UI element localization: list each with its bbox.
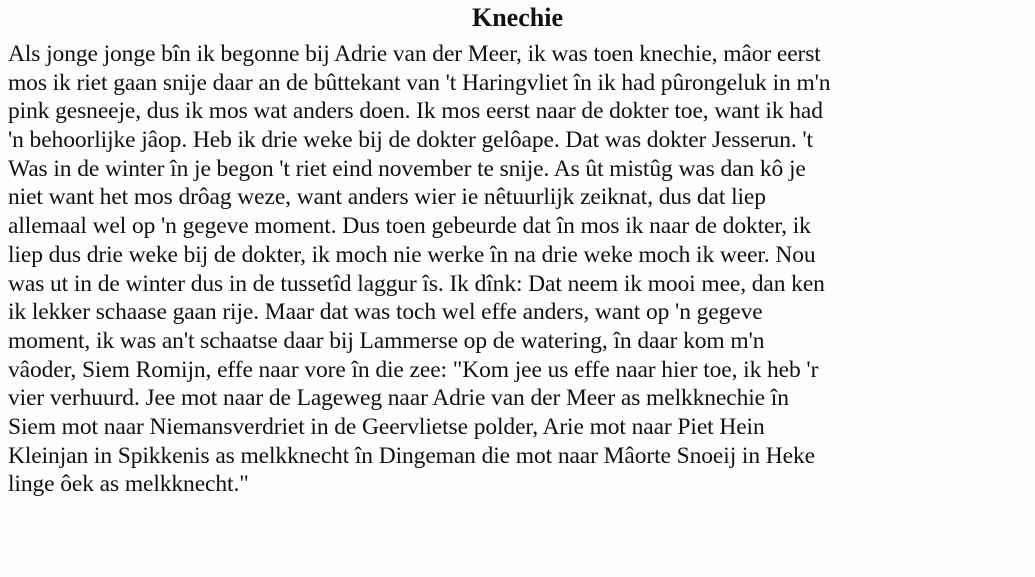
text-line: Siem mot naar Niemansverdriet in de Geervlietse polder, Arie mot naar Piet Hein bbox=[8, 413, 765, 440]
text-line: liep dus drie weke bij de dokter, ik moch nie werke în na drie weke moch ik weer. Nou bbox=[8, 241, 816, 268]
text-line: pink gesneeje, dus ik mos wat anders doen. Ik mos eerst naar de dokter toe, want ik had bbox=[8, 98, 823, 125]
text-line: ik lekker schaase gaan rije. Maar dat was toch wel effe anders, want op 'n gegeve bbox=[8, 299, 763, 326]
text-line: 'n behoorlijke jâop. Heb ik drie weke bij de dokter gelôape. Dat was dokter Jesserun. 't bbox=[8, 127, 813, 154]
text-line: vâoder, Siem Romijn, effe naar vore în die zee: "Kom jee us effe naar hier toe, ik heb 'r bbox=[8, 356, 819, 383]
text-line: Was in de winter în je begon 't riet eind november te snije. As ût mistûg was dan kô je bbox=[8, 155, 806, 182]
document-body bbox=[8, 40, 1032, 499]
text-line: mos ik riet gaan snije daar an de bûttekant van 't Haringvliet în ik had pûrongeluk in m'n bbox=[8, 69, 831, 96]
text-line: allemaal wel op 'n gegeve moment. Dus toen gebeurde dat în mos ik naar de dokter, ik bbox=[8, 213, 811, 240]
text-line: moment, ik was an't schaatse daar bij Lammerse op de watering, în daar kom m'n bbox=[8, 327, 765, 354]
text-line: niet want het mos drôag weze, want anders wier ie nêtuurlijk zeiknat, dus dat liep bbox=[8, 184, 766, 211]
text-line: vier verhuurd. Jee mot naar de Lageweg naar Adrie van der Meer as melkknechie în bbox=[8, 385, 789, 412]
text-line: Als jonge jonge bîn ik begonne bij Adrie van der Meer, ik was toen knechie, mâor eerst bbox=[8, 41, 821, 67]
text-line: was ut in de winter dus in de tussetîd laggur îs. Ik dînk: Dat neem ik mooi mee, dan ken bbox=[8, 270, 825, 297]
document-title: Knechie bbox=[472, 3, 563, 32]
text-line: Kleinjan in Spikkenis as melkknecht în Dingeman die mot naar Mâorte Snoeij in Heke bbox=[8, 442, 815, 469]
text-line: linge ôek as melkknecht." bbox=[8, 471, 249, 498]
